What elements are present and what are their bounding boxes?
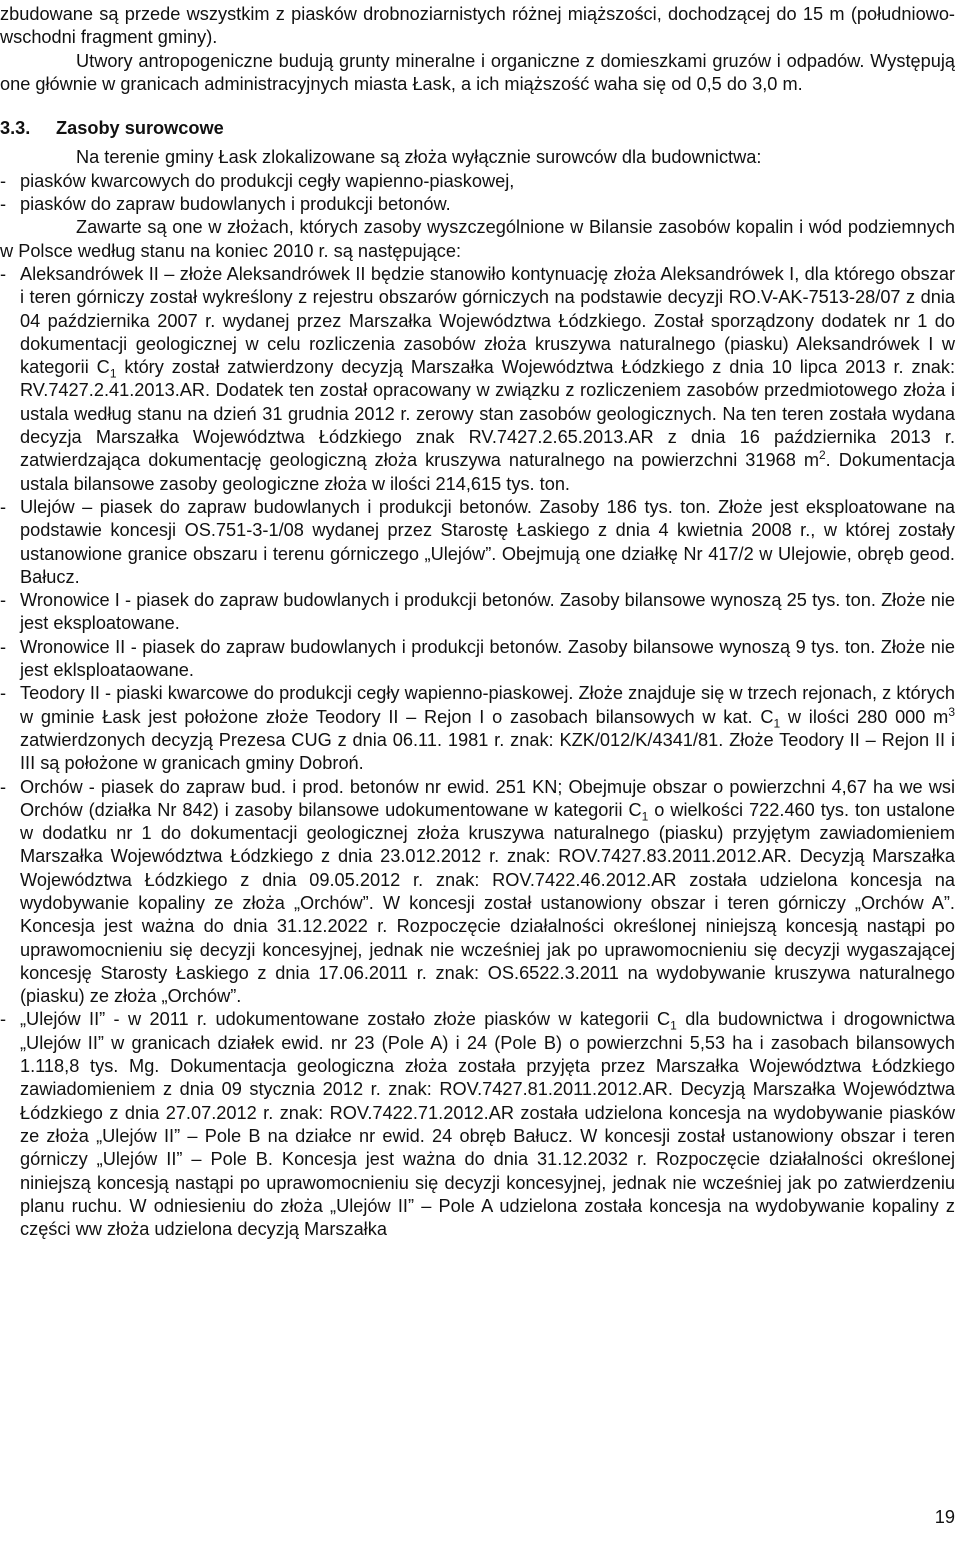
- deposit-item-teodory-ii: - Teodory II - piaski kwarcowe do produkcji cegły wapienno-piaskowej. Złoże znajduje się w trzech rejonach, z których w gminie Łask jest położone złoże Teodory II – Rejon I o zasobach bilansowych w kat. $C_1$ w ilości 280 000 $m^3$ zatwierdzonych decyzją Prezesa CUG z dnia 06.11. 1981 r. znak: KZK/012/K/4341/81. Złoże Teodory II – Rejon II i III są położone w granicach gminy Dobroń.: [0, 683, 955, 774]
- deposit-item-wronowice-ii: - Wronowice II - piasek do zapraw budowlanych i produkcji betonów. Zasoby bilansowe wynoszą 9 tys. ton. Złoże nie jest eklsploataowane.: [0, 636, 955, 681]
- deposit-item-ulejow-ii: - „Ulejów II” - w 2011 r. udokumentowane zostało złoże piasków w kategorii $C_1$ dla budownictwa i drogownictwa „Ulejów II” w granicach działek ewid. nr 23 (Pole A) i 24 (Pole B) o powierzchni 5,53 ha i zasobach bilansowych 1.118,8 tys. Mg. Dokumentacja geologiczna złoża została przyjęta przez Marszałka Województwa Łódzkiego zawiadomieniem z dnia 09 stycznia 2012 r. znak: ROV.7427.81.2011.2012.AR. Decyzją Marszałka Województwa Łódzkiego z dnia 27.07.2012 r. znak: ROV.7422.71.2012.AR została udzielona koncesja na wydobywanie piasków ze złoża „Ulejów II” – Pole B na działce nr ewid. 24 obręb Bałucz. W koncesji został ustanowiony obszar i teren górniczy „Ulejów II” – Pole B. Koncesja jest ważna do dnia 31.12.2032 r. Rozpoczęcie działalności określonej niniejszą koncesją nastąpi po uprawomocnieniu się decyzji koncesyjnej, jednak nie wcześniej jak po zatwierdzeniu planu ruchu. W odniesieniu do złoża „Ulejów II” – Pole A udzielona została koncesja na wydobywanie kopaliny z części ww złoża udzielona decyzją Marszałka: [0, 1009, 956, 1240]
- deposit-item-ulejow: - Ulejów – piasek do zapraw budowlanych i produkcji betonów. Zasoby 186 tys. ton. Złoże jest eksploatowane na podstawie koncesji OS.751-3-1/08 wydanej przez Starostę Łaskiego z dnia 4 kwietnia 2008 r., w której zostały ustanowione granice obszaru i terenu górniczego „Ulejów”. Obejmują one działkę Nr 417/2 w Ulejowie, obręb geod. Bałucz.: [0, 496, 955, 587]
- use-item-1: - piasków kwarcowych do produkcji cegły wapienno-piaskowej,: [0, 170, 515, 191]
- page-number: 19: [934, 1507, 955, 1527]
- document-page: [0, 3, 955, 1241]
- intro-paragraph-2: Utwory antropogeniczne budują grunty mineralne i organiczne z domieszkami gruzów i odpadów. Występują one głównie w granicach administracyjnych miasta Łask, a ich miąższość waha się od 0,5 do 3,0 m.: [0, 50, 955, 94]
- deposit-item-wronowice-i: - Wronowice I - piasek do zapraw budowlanych i produkcji betonów. Zasoby bilansowe wynoszą 25 tys. ton. Złoże nie jest eksploatowane.: [0, 590, 955, 634]
- deposit-item-orchow: - Orchów - piasek do zapraw bud. i prod. betonów nr ewid. 251 KN; Obejmuje obszar o powierzchni 4,67 ha we wsi Orchów (działka Nr 842) i zasoby bilansowe udokumentowane w kategorii $C_1$ o wielkości 722.460 tys. ton ustalone w dodatku nr 1 do dokumentacji geologicznej złoża kruszywa naturalnego (piasku) przyjętym zawiadomieniem Marszałka Województwa Łódzkiego z dnia 23.012.2012 r. znak: ROV.7427.83.2011.2012.AR. Decyzją Marszałka Województwa Łódzkiego z dnia 09.05.2012 r. znak: ROV.7422.46.2012.AR została udzielona koncesja na wydobywanie kopaliny ze złoża „Orchów”. W koncesji został ustanowiony obszar i teren górniczy „Orchów A”. Koncesja jest ważna do dnia 31.12.2022 r. Rozpoczęcie działalności określonej niniejszą koncesją nastąpi po uprawomocnieniu się decyzji koncesyjnej, jednak nie wcześniej jak po uprawomocnieniu się decyzji wygaszającej koncesję Starosty Łaskiego z dnia 17.06.2011 r. znak: OS.6522.3.2011 na wydobywanie kruszywa naturalnego (piasku) ze złoża „Orchów”.: [0, 776, 955, 1007]
- section-summary: Zawarte są one w złożach, których zasoby wyszczególnione w Bilansie zasobów kopalin i wód podziemnych w Polsce według stanu na koniec 2010 r. są następujące:: [0, 217, 955, 261]
- intro-paragraph-1: zbudowane są przede wszystkim z piasków drobnoziarnistych różnej miąższości, dochodzącej do 15 m (południowo-wschodni fragment gminy).: [0, 4, 955, 48]
- deposit-item-aleksandrowek-ii: - Aleksandrówek II – złoże Aleksandrówek II będzie stanowiło kontynuację złoża Aleksandrówek I, dla którego obszar i teren górniczy został wykreślony z rejestru obszarów górniczych na podstawie decyzji RO.V-AK-7513-28/07 z dnia 04 października 2007 r. wydanej przez Marszałka Województwa Łódzkiego. Został sporządzony dodatek nr 1 do dokumentacji geologicznej w celu rozliczenia zasobów złoża kruszywa naturalnego (piasku) Aleksandrówek I w kategorii $C_1$ który został zatwierdzony decyzją Marszałka Województwa Łódzkiego z dnia 10 lipca 2013 r. znak: RV.7427.2.41.2013.AR. Dodatek ten został opracowany w związku z rozliczeniem zasobów przedmiotowego złoża i ustala według stanu na dzień 31 grudnia 2012 r. zerowy stan zasobów geologicznych. Na ten teren została wydana decyzja Marszałka Województwa Łódzkiego znak RV.7427.2.65.2013.AR z dnia 16 października 2013 r. zatwierdzająca dokumentację geologiczną złoża kruszywa naturalnego na powierzchni 31968 $m^2$. Dokumentacja ustala bilansowe zasoby geologiczne złoża w ilości 214,615 tys. ton.: [0, 263, 955, 494]
- use-item-2: - piasków do zapraw budowlanych i produkcji betonów.: [0, 194, 451, 215]
- section-lead: Na terenie gminy Łask zlokalizowane są złoża wyłącznie surowców dla budownictwa:: [76, 147, 762, 168]
- section-title: Zasoby surowcowe: [56, 118, 224, 139]
- section-number: 3.3.: [0, 118, 31, 139]
- section-heading: [0, 117, 955, 140]
